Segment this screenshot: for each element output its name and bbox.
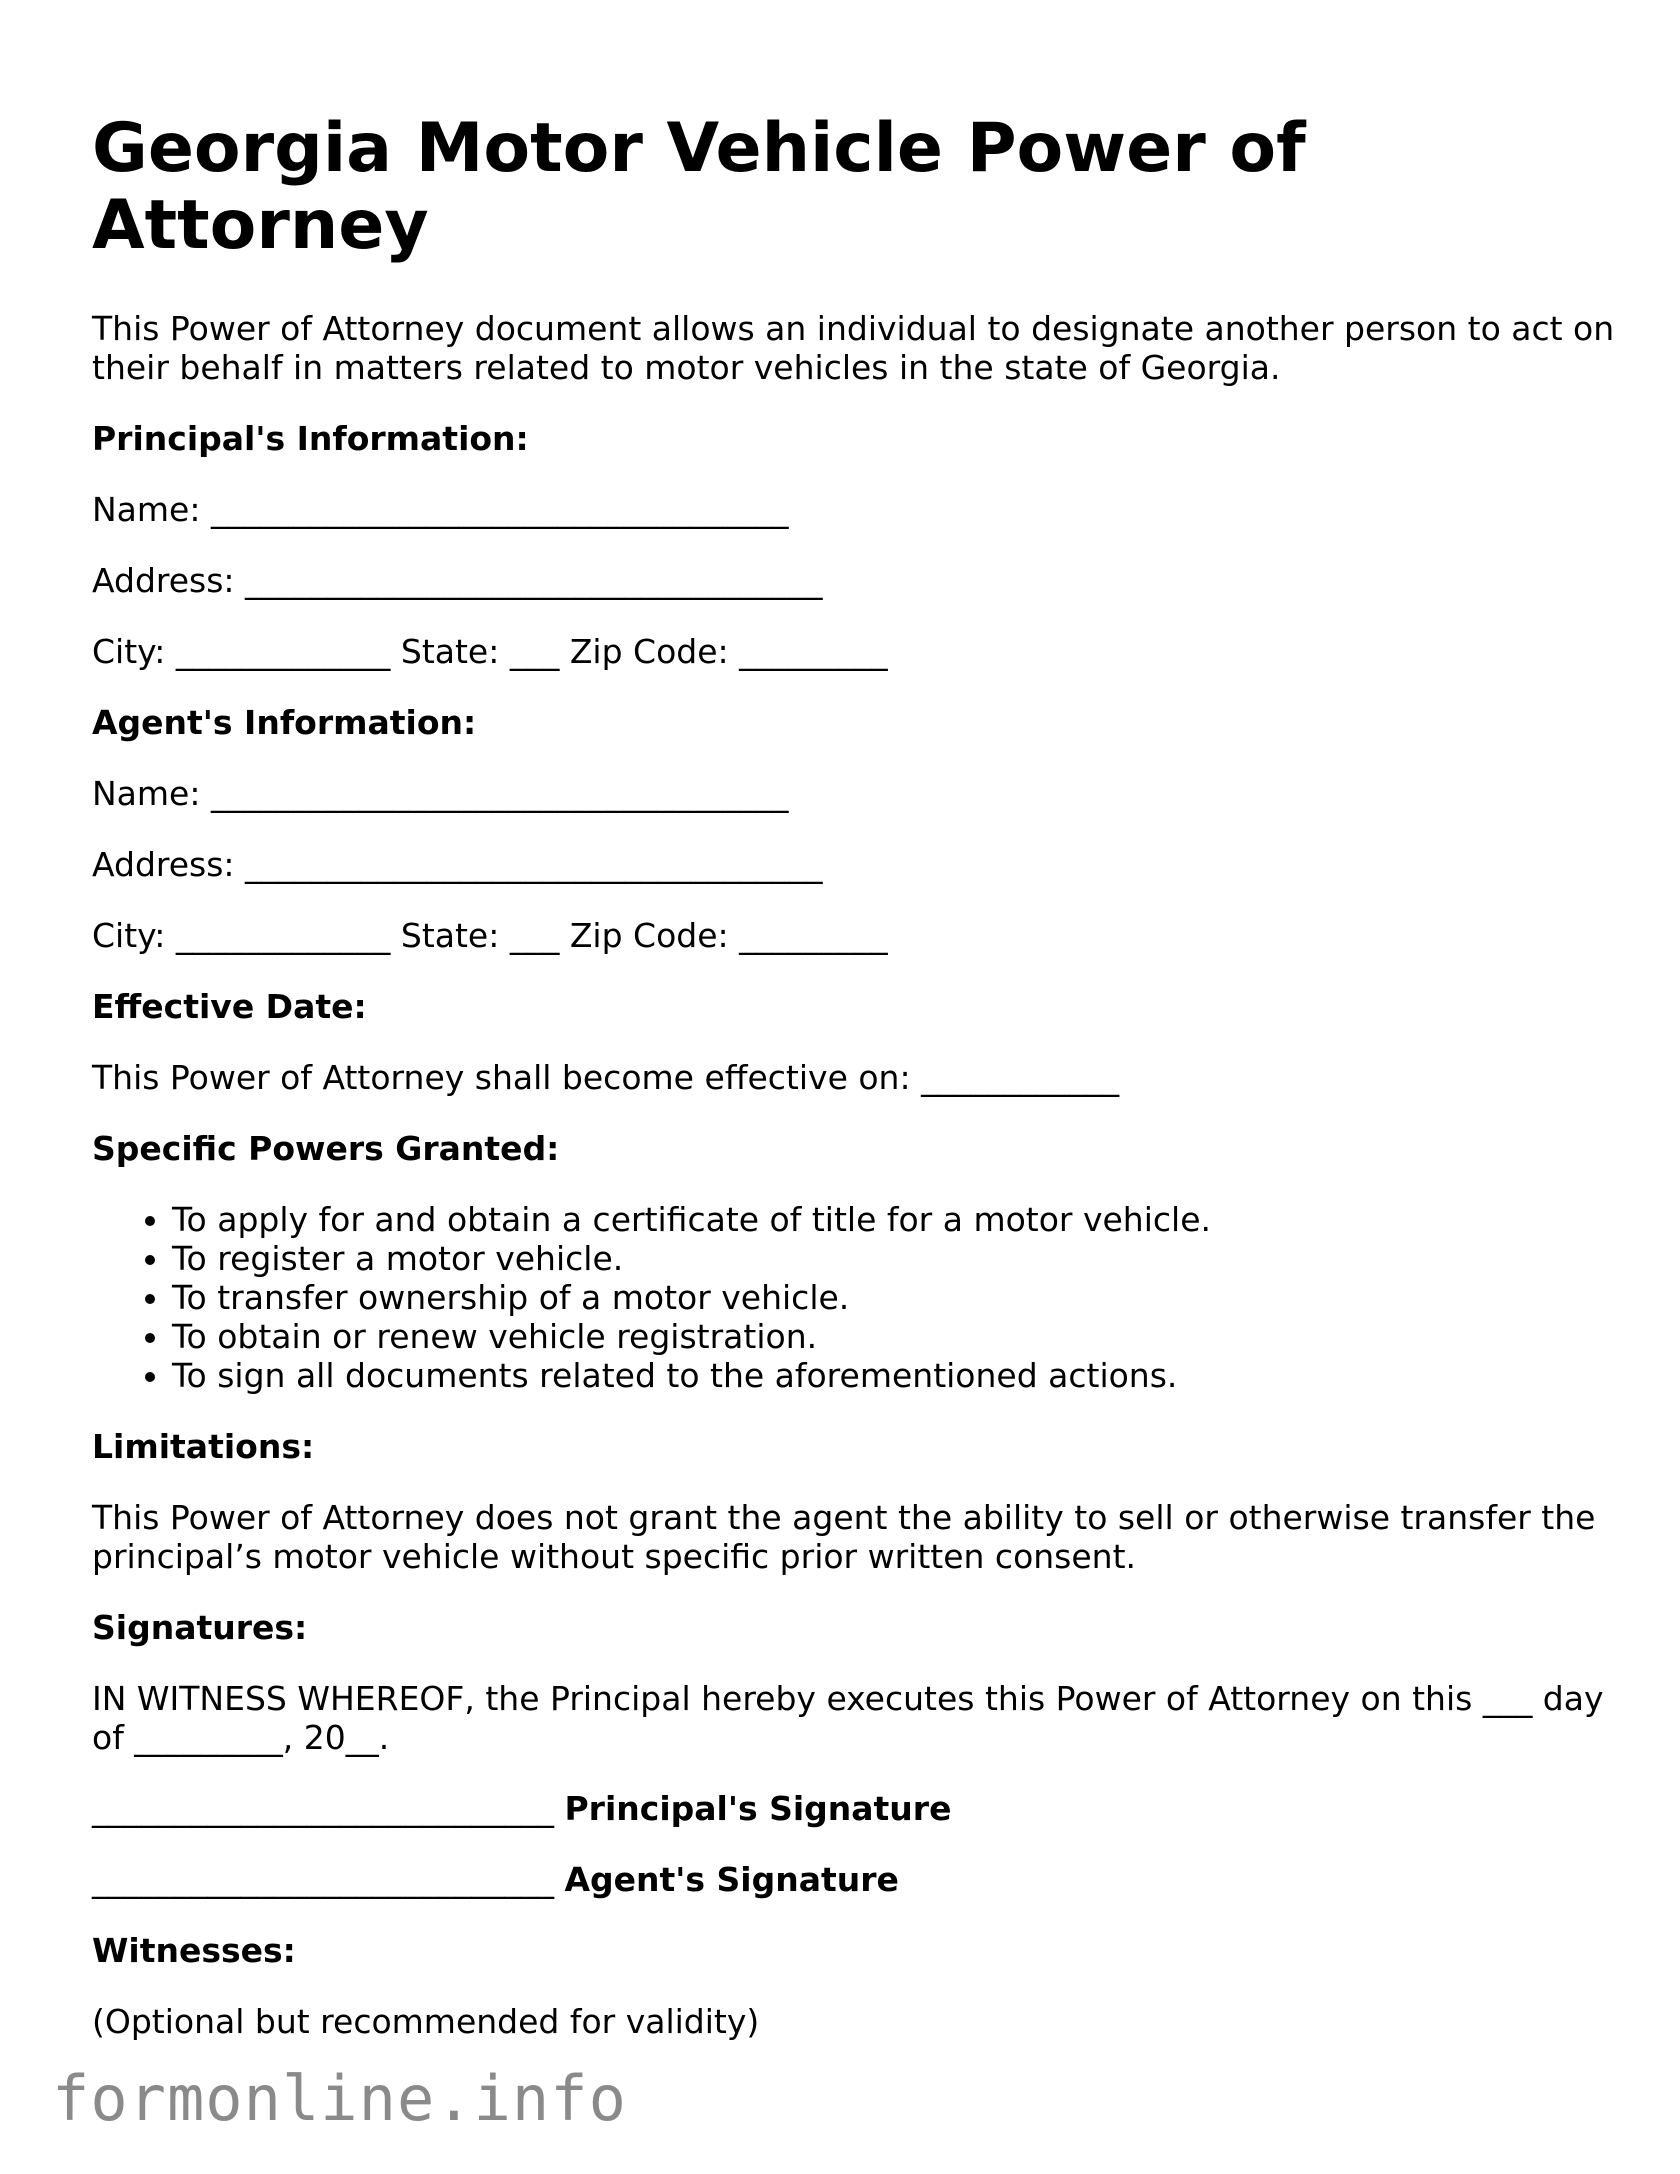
powers-heading: Specific Powers Granted: [92, 1129, 560, 1168]
power-item: • To sign all documents related to the aforementioned actions. [172, 1356, 1632, 1395]
effective-date-text: This Power of Attorney shall become effective on: ____________ [92, 1058, 1120, 1097]
principal-signature-line [92, 1789, 1632, 1828]
power-item: • To transfer ownership of a motor vehicle. [172, 1278, 1632, 1317]
witnesses-note: (Optional but recommended for validity) [92, 2002, 760, 2041]
agent-name-field: Name: ___________________________________ [92, 774, 789, 813]
principal-signature-label: Principal's Signature [564, 1789, 952, 1828]
agent-signature-blank: ____________________________ [92, 1860, 554, 1899]
agent-city-state-zip-field: City: _____________ State: ___ Zip Code: _________ [92, 916, 888, 955]
principal-city-state-zip-field: City: _____________ State: ___ Zip Code: _________ [92, 632, 888, 671]
limitations-text: This Power of Attorney does not grant the agent the ability to sell or otherwise transfer the principal’s motor vehicle without specific prior written consent. [92, 1498, 1596, 1576]
power-item: • To apply for and obtain a certificate of title for a motor vehicle. [172, 1200, 1632, 1239]
effective-date-heading: Effective Date: [92, 987, 367, 1026]
agent-signature-label: Agent's Signature [564, 1860, 899, 1899]
power-item: • To register a motor vehicle. [172, 1239, 1632, 1278]
power-item: • To obtain or renew vehicle registration. [172, 1317, 1632, 1356]
principal-heading: Principal's Information: [92, 419, 529, 458]
watermark: formonline.info [52, 2062, 627, 2135]
principal-address-field: Address: ___________________________________ [92, 561, 823, 600]
limitations-heading: Limitations: [92, 1427, 315, 1466]
principal-signature-blank: ____________________________ [92, 1789, 554, 1828]
agent-heading: Agent's Information: [92, 703, 477, 742]
witness-whereof-text: IN WITNESS WHEREOF, the Principal hereby executes this Power of Attorney on this ___ day of _________, 20__. [92, 1679, 1604, 1757]
intro-paragraph: This Power of Attorney document allows an individual to designate another person to act on their behalf in matters related to motor vehicles in the state of Georgia. [92, 309, 1615, 387]
document-page [92, 110, 1632, 2041]
principal-name-field: Name: ___________________________________ [92, 490, 789, 529]
witnesses-heading: Witnesses: [92, 1931, 296, 1970]
powers-list [92, 1200, 1632, 1395]
agent-signature-line [92, 1860, 1632, 1899]
signatures-heading: Signatures: [92, 1608, 308, 1647]
agent-address-field: Address: ___________________________________ [92, 845, 823, 884]
document-title: Georgia Motor Vehicle Power of Attorney [92, 109, 1306, 265]
